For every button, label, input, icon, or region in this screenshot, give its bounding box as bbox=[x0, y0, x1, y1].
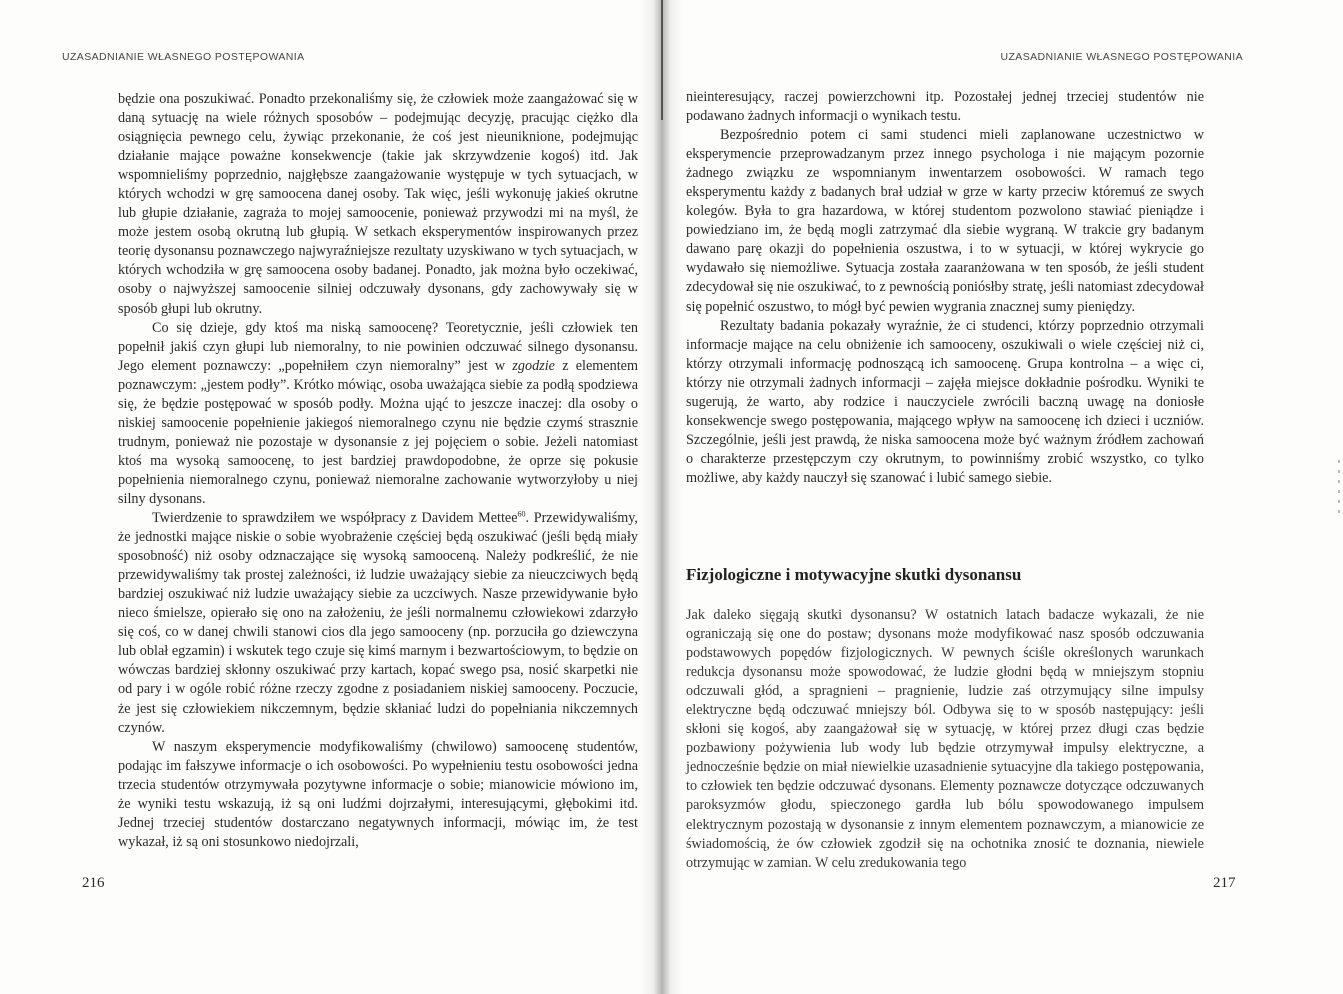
paragraph: będzie ona poszukiwać. Ponadto przekonaliśmy się, że człowiek może zaangażować się w daną sytuację na wiele różnych sposobów – podejmując decyzję, pracując ciężko dla osiągnięcia pewnego celu, żywiąc przekonanie, że coś jest nieuniknione, podejmując działanie mające poważne konsekwencje (takie jak skrzywdzenie kogoś) itd. Jak wspomnieliśmy poprzednio, najgłębsze zaangażowanie występuje w tych sytuacjach, w których wchodzi w grę samoocena danej osoby. Tak więc, jeśli wykonuję jakieś okrutne lub głupie działanie, zagraża to mojej samoocenie, ponieważ przywodzi mi na myśl, że może jestem osobą okrutną lub głupią. W setkach eksperymentów inspirowanych przez teorię dysonansu poznawczego najwyraźniejsze rezultaty uzyskiwano w tych sytuacjach, w których wchodziła w grę samoocena osoby badanej. Ponadto, jak można było oczekiwać, osoby o najwyższej samoocenie silniej odczuwały dysonans, gdy zachowywały się w sposób głupi lub okrutny. bbox=[118, 91, 638, 317]
paragraph-text: Twierdzenie to sprawdziłem we współpracy z Davidem Mettee bbox=[152, 510, 518, 527]
footnote-marker: 60 bbox=[517, 509, 526, 519]
left-body-text bbox=[118, 90, 638, 852]
paragraph: Jak daleko sięgają skutki dysonansu? W ostatnich latach badacze wykazali, że nie ograniczają się one do postaw; dysonans może modyfikować nasz sposób odczuwania podstawowych popędów fizjologicznych. W pewnych ściśle określonych warunkach redukcja dysonansu może spowodować, że ludzie głodni będą w mniejszym stopniu odczuwali głód, a spragnieni – pragnienie, ludzie zaś otrzymujący silne impulsy elektryczne będą odczuwać mniejszy ból. Odbywa się to w sposób następujący: jeśli skłoni się kogoś, aby zaangażował się w sytuację, w której przez długi czas będzie pozbawiony pożywienia lub wody lub będzie otrzymywał impulsy elektryczne, a jednocześnie będzie on miał niewielkie uzasadnienie sytuacyjne dla takiego postępowania, to człowiek ten będzie odczuwać dysonans. Elementy poznawcze dotyczące odczuwanych paroksyzmów głodu, spieczonego gardła lub bólu spowodowanego impulsem elektrycznym pozostają w dysonansie z innym elementem poznawczym, a mianowicie ze świadomością, że ów człowiek zgodził się na ochotnika znosić te doznania, niewiele otrzymując w zamian. W celu zredukowania tego bbox=[686, 607, 1204, 871]
section-heading: Fizjologiczne i motywacyjne skutki dysonansu bbox=[686, 565, 1022, 584]
paragraph bbox=[118, 319, 638, 509]
paragraph bbox=[118, 509, 638, 738]
paragraph: Rezultaty badania pokazały wyraźnie, że ci studenci, którzy poprzednio otrzymali informacje mające na celu obniżenie ich samooceny, oszukiwali o wiele częściej niż ci, którzy otrzymali informację podnoszącą ich samoocenę. Grupa kontrolna – a więc ci, którzy nie otrzymali żadnych informacji – zajęła miejsce dokładnie pośrodku. Wyniki te sugerują, że warto, aby rodzice i nauczyciele zwrócili baczną uwagę na doniosłe konsekwencje swego postępowania, mającego wpływ na samoocenę ich dzieci i uczniów. Szczególnie, jeśli jest prawdą, że niska samoocena może być ważnym źródłem zachowań o charakterze przestępczym czy okrutnym, to powinniśmy zrobić wszystko, co tylko możliwe, aby każdy nauczył się szanować i lubić samego siebie. bbox=[686, 317, 1204, 486]
page-edge-marks bbox=[1338, 460, 1340, 520]
right-running-head: UZASADNIANIE WŁASNEGO POSTĘPOWANIA bbox=[1000, 51, 1243, 63]
paragraph: nieinteresujący, raczej powierzchowni itp. Pozostałej jednej trzeciej studentów nie podawano żadnych informacji o wynikach testu. bbox=[686, 89, 1204, 125]
section-body-text bbox=[686, 606, 1204, 873]
left-running-head: UZASADNIANIE WŁASNEGO POSTĘPOWANIA bbox=[62, 51, 305, 63]
right-page bbox=[676, 0, 1343, 994]
paragraph-text: . Przewidywaliśmy, że jednostki mające niskie o sobie wyobrażenie częściej będą oszukiwać (jeśli będą miały sposobność) niż osoby odznaczające się wysoką samooceną. Należy podkreślić, że nie przewidywaliśmy tak prostej zależności, iż ludzie uważający siebie za nieuczciwych będą bardziej oszukiwać niż ludzie uważający siebie za uczciwych. Nasze przewidywanie było nieco śmielsze, opierało się ono na założeniu, że jeśli normalnemu człowiekowi zdarzyło się coś, co w danej chwili stanowi cios dla jego samooceny (np. porzuciła go dziewczyna lub oblał egzamin) i wskutek tego czuje się kimś marnym i bezwartościowym, to będzie on wówczas bardziej skłonny oszukiwać przy kartach, kopać swego psa, nosić skarpetki nie od pary i w ogóle robić różne rzeczy zgodne z posiadaniem niskiej samooceny. Poczucie, że jest się człowiekiem nikczemnym, będzie skłaniać ludzi do popełniania nikczemnych czynów. bbox=[118, 510, 638, 736]
binding-crease bbox=[661, 0, 663, 120]
left-page bbox=[0, 0, 655, 994]
paragraph-text: Co się dzieje, gdy ktoś ma niską samoocenę? Teoretycznie, jeśli człowiek ten popełnił jakiś czyn głupi lub niemoralny, to nie powinien odczuwać silnego dysonansu. Jego element poznawczy: „popełniłem czyn niemoralny” jest w zgodzie z elementem poznawczym: „jestem podły”. Krótko mówiąc, osoba uważająca siebie za podłą spodziewa się, że będzie postępować w sposób podły. Można ująć to jeszcze inaczej: dla osoby o niskiej samoocenie popełnienie jakiegoś niemoralnego czynu nie będzie czymś strasznie trudnym, ponieważ nie pozostaje w dysonansie z jej pojęciem o sobie. Jeżeli natomiast ktoś ma wysoką samoocenę, to jest bardziej prawdopodobne, że oprze się pokusie popełnienia niemoralnego czynu, ponieważ niemoralne zachowanie wytworzyłoby u niej silny dysonans. bbox=[118, 319, 638, 507]
paragraph: Bezpośrednio potem ci sami studenci mieli zaplanowane uczestnictwo w eksperymencie przeprowadzanym przez innego psychologa i nie mającym pozornie żadnego związku ze wspomnianym inwentarzem osobowości. W ramach tego eksperymentu każdy z badanych brał udział w grze w karty przeciw któremuś ze swych kolegów. Była to gra hazardowa, w której studentom pozwolono stawiać pieniądze i powiedziano im, że będą mogli zatrzymać dla siebie wygraną. W trakcie gry badanym dawano parę okazji do popełnienia oszustwa, i to w sytuacji, w której wykrycie go wydawało się niemożliwe. Sytuacja została zaaranżowana w ten sposób, że jeśli student zdecydował się nie oszukiwać, to z pewnością poniósłby stratę, jeśli natomiast zdecydował się popełnić oszustwo, to mógł być pewien wygrania znacznej sumy pieniędzy. bbox=[686, 127, 1204, 315]
right-body-text bbox=[686, 88, 1204, 488]
left-page-number: 216 bbox=[82, 875, 105, 891]
paragraph: W naszym eksperymencie modyfikowaliśmy (chwilowo) samoocenę studentów, podając im fałszywe informacje o ich osobowości. Po wypełnieniu testu osobowości jedna trzecia studentów otrzymywała pozytywne informacje o sobie; mianowicie mówiono im, że wyniki testu wskazują, iż są oni ludźmi dojrzałymi, interesującymi, głębokimi itd. Jednej trzeciej studentów dostarczano negatywnych informacji, mówiąc im, że test wykazał, iż są oni stosunkowo niedojrzali, bbox=[118, 738, 638, 850]
right-page-number: 217 bbox=[1213, 875, 1236, 891]
emphasized-word: zgodzie bbox=[512, 357, 555, 374]
